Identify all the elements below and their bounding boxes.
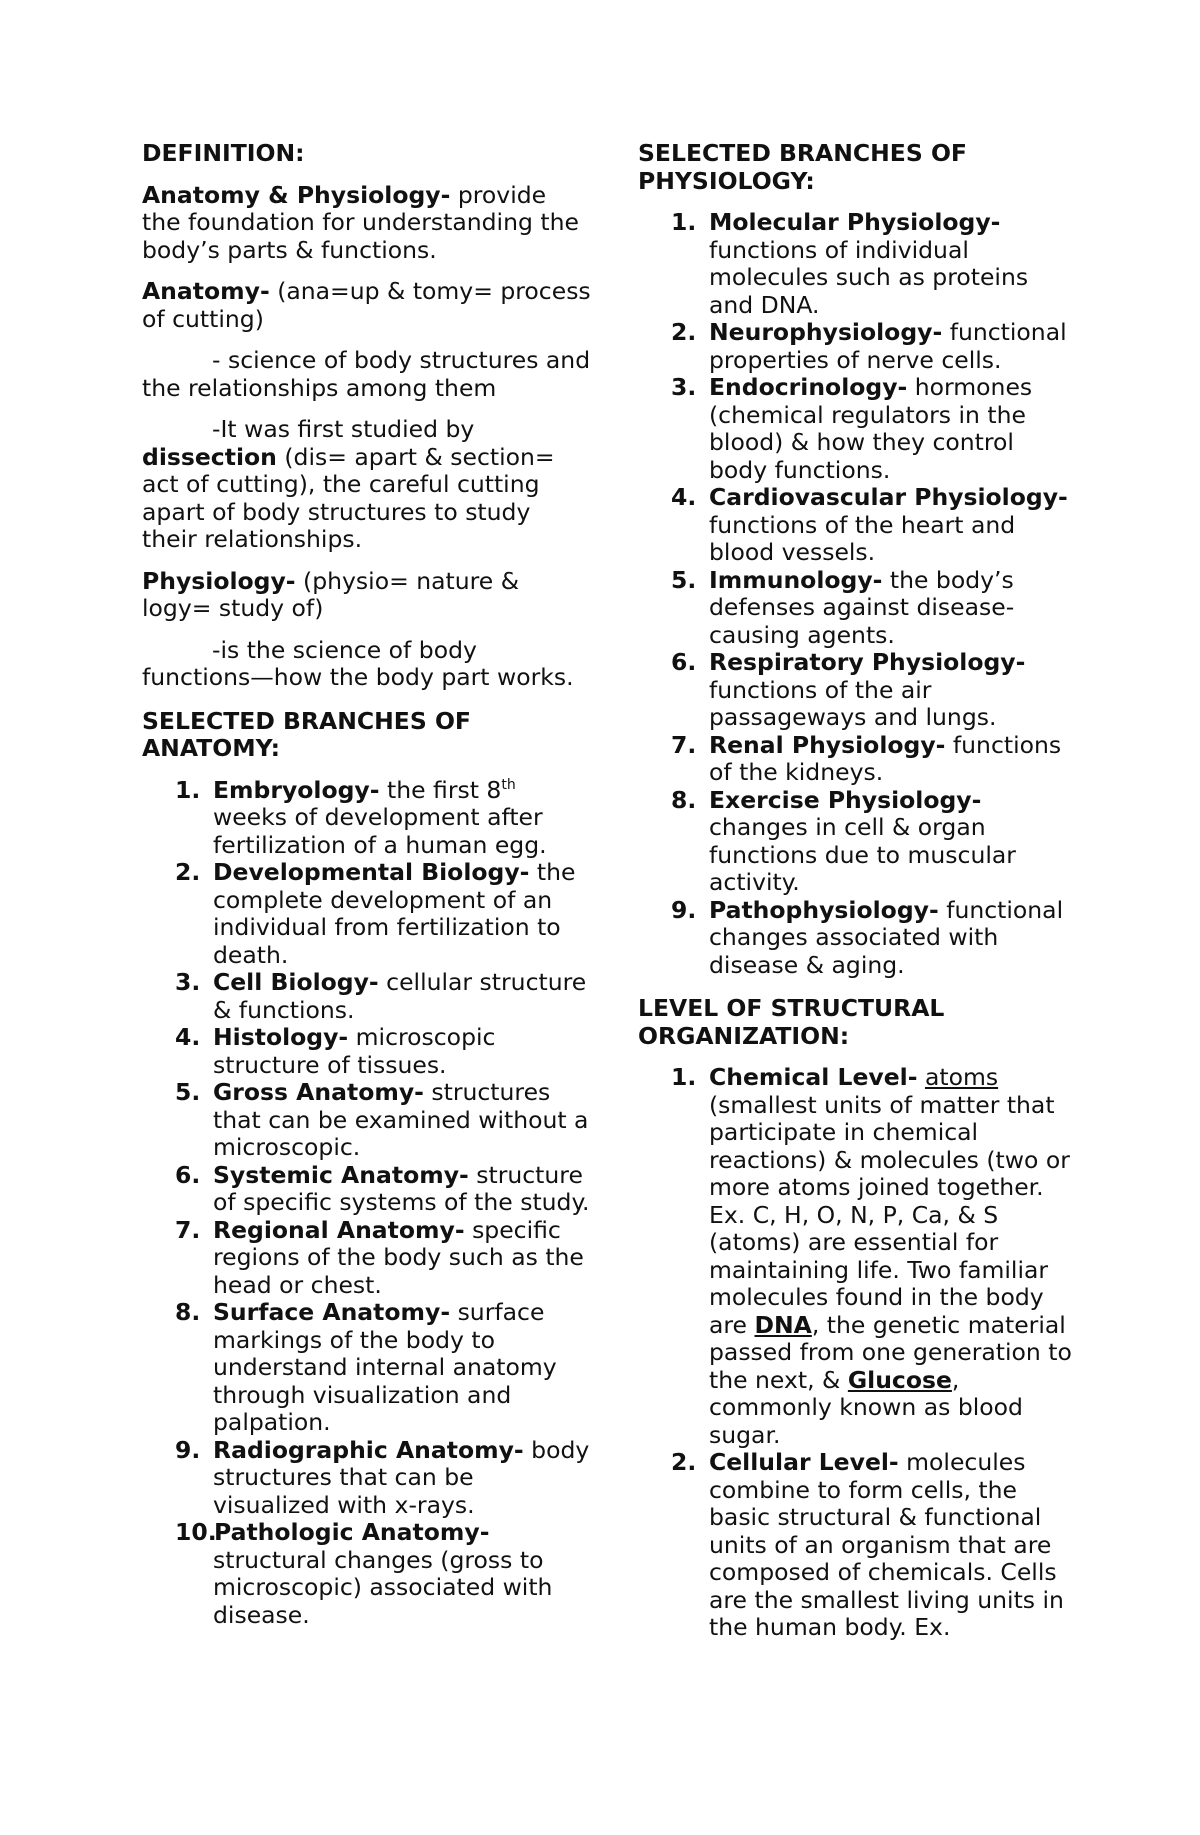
list-number: 3. xyxy=(175,968,201,996)
list-number: 9. xyxy=(175,1435,201,1464)
anatomy-etymology: (ana=up & tomy= process of cutting) xyxy=(142,277,591,333)
left-column xyxy=(142,140,592,1629)
branch-text: cellular structure & functions. xyxy=(213,968,587,1024)
level-text: , commonly known as blood sugar. xyxy=(709,1365,1023,1449)
branch-text: structure of specific systems of the study. xyxy=(213,1160,590,1216)
level-text: (smallest units of matter that participate in chemical reactions) & molecules (two or more atoms joined together. Ex. C, H, O, N, P, Ca, & S (atoms) are essential for maintaining life. Two familiar molecules found in the body are xyxy=(709,1090,1070,1339)
branch-text: functional properties of nerve cells. xyxy=(709,318,1067,374)
list-number: 4. xyxy=(671,483,697,511)
branch-text: functions of the heart and blood vessels. xyxy=(709,510,1016,566)
list-item xyxy=(638,897,1078,980)
anatomy-def-2-pre: -It was first studied by xyxy=(212,415,475,443)
branch-title: Embryology- xyxy=(213,775,380,804)
branch-text: surface markings of the body to understand internal anatomy through visualization and palpation. xyxy=(213,1298,557,1436)
list-item xyxy=(638,732,1078,787)
list-item xyxy=(142,1217,592,1300)
anatomy-branches-list xyxy=(142,777,592,1630)
list-number: 10. xyxy=(175,1518,217,1546)
list-number: 7. xyxy=(175,1215,201,1244)
anatomy-def-1: - science of body structures and the relationships among them xyxy=(142,346,591,402)
physiology-definition xyxy=(142,568,592,623)
branch-title: Endocrinology- xyxy=(709,373,908,401)
list-number: 8. xyxy=(671,785,697,814)
anatomy-term: Anatomy- xyxy=(142,277,270,305)
list-number: 6. xyxy=(671,648,697,676)
list-item xyxy=(638,649,1078,732)
physiology-branches-heading: SELECTED BRANCHES OF PHYSIOLOGY: xyxy=(638,139,967,195)
list-number: 2. xyxy=(175,858,201,886)
physiology-etymology: (physio= nature & logy= study of) xyxy=(142,566,520,622)
list-item xyxy=(638,484,1078,567)
superscript: th xyxy=(501,776,516,793)
list-item xyxy=(638,1064,1078,1449)
list-item xyxy=(638,319,1078,374)
branch-text: structures that can be examined without a microscopic. xyxy=(213,1078,589,1161)
branch-text: hormones (chemical regulators in the blood) & how they control body functions. xyxy=(709,373,1033,484)
anatomy-definition xyxy=(142,278,592,333)
list-item xyxy=(142,1437,592,1520)
definition-heading: DEFINITION: xyxy=(142,139,305,167)
level-title: Chemical Level- xyxy=(709,1063,918,1091)
list-number: 5. xyxy=(175,1078,201,1106)
list-item xyxy=(142,1519,592,1629)
branch-title: Developmental Biology- xyxy=(213,858,530,886)
branch-title: Regional Anatomy- xyxy=(213,1215,465,1244)
list-item xyxy=(142,859,592,969)
level-text: molecules combine to form cells, the basic structural & functional units of an organism that are composed of chemicals. Cells are the smallest living units in the human body. Ex. xyxy=(709,1448,1064,1641)
branch-text: functions of individual molecules such as proteins and DNA. xyxy=(709,235,1029,319)
branch-text: microscopic structure of tissues. xyxy=(213,1023,496,1079)
list-item xyxy=(142,1162,592,1217)
branch-text: functions of the air passageways and lungs. xyxy=(709,675,997,731)
right-column xyxy=(638,140,1078,1642)
list-number: 1. xyxy=(175,775,201,804)
list-number: 3. xyxy=(671,373,697,401)
list-number: 2. xyxy=(671,1448,697,1476)
ap-term: Anatomy & Physiology- xyxy=(142,180,451,209)
dna-term: DNA xyxy=(754,1310,812,1339)
ap-text: provide the foundation for understanding the body’s parts & functions. xyxy=(142,180,579,264)
branch-title: Surface Anatomy- xyxy=(213,1298,451,1326)
branch-text: specific regions of the body such as the head or chest. xyxy=(213,1215,584,1299)
branch-title: Neurophysiology- xyxy=(709,318,943,346)
branch-title: Radiographic Anatomy- xyxy=(213,1435,524,1464)
branch-text: functions of the kidneys. xyxy=(709,730,1062,786)
levels-list xyxy=(638,1064,1078,1642)
branch-text: the body’s defenses against disease-causing agents. xyxy=(709,565,1015,649)
list-item xyxy=(638,567,1078,650)
list-item xyxy=(142,1024,592,1079)
branch-title: Pathophysiology- xyxy=(709,895,939,924)
anatomy-branches-heading: SELECTED BRANCHES OF ANATOMY: xyxy=(142,706,471,762)
list-number: 1. xyxy=(671,1063,697,1091)
list-item xyxy=(638,787,1078,897)
list-number: 5. xyxy=(671,565,697,594)
branch-title: Respiratory Physiology- xyxy=(709,648,1026,676)
list-item xyxy=(142,777,592,860)
branch-text-pre: the first 8 xyxy=(379,775,502,804)
branch-text: structural changes (gross to microscopic) associated with disease. xyxy=(213,1545,553,1629)
branch-title: Gross Anatomy- xyxy=(213,1078,424,1106)
branch-title: Histology- xyxy=(213,1023,349,1051)
branch-title: Cardiovascular Physiology- xyxy=(709,483,1068,511)
physiology-branches-list xyxy=(638,209,1078,979)
levels-heading: LEVEL OF STRUCTURAL ORGANIZATION: xyxy=(638,994,945,1050)
list-number: 6. xyxy=(175,1160,201,1189)
branch-text: body structures that can be visualized with x-rays. xyxy=(213,1435,590,1519)
list-number: 8. xyxy=(175,1298,201,1326)
level-title: Cellular Level- xyxy=(709,1448,899,1476)
branch-text: the complete development of an individual from fertilization to death. xyxy=(213,858,576,969)
branch-title: Cell Biology- xyxy=(213,968,379,996)
branch-title: Renal Physiology- xyxy=(709,730,946,759)
branch-title: Exercise Physiology- xyxy=(709,785,982,814)
physiology-def: -is the science of body functions—how the body part works. xyxy=(142,635,574,691)
branch-text: functional changes associated with disease & aging. xyxy=(709,895,1064,979)
list-item xyxy=(638,1449,1078,1642)
branch-title: Immunology- xyxy=(709,565,883,594)
list-number: 4. xyxy=(175,1023,201,1051)
physiology-term: Physiology- xyxy=(142,566,296,595)
list-item xyxy=(142,1079,592,1162)
level-text: , the genetic material passed from one generation to the next, & xyxy=(709,1310,1072,1394)
branch-title: Molecular Physiology- xyxy=(709,208,1001,236)
list-number: 1. xyxy=(671,208,697,236)
list-number: 7. xyxy=(671,730,697,759)
list-item xyxy=(638,374,1078,484)
list-number: 2. xyxy=(671,318,697,346)
anatomy-def-2-post: (dis= apart & section= act of cutting), the careful cutting apart of body structures to study their relationships. xyxy=(142,442,555,553)
list-item xyxy=(142,969,592,1024)
branch-text: weeks of development after fertilization of a human egg. xyxy=(213,803,547,859)
ap-definition xyxy=(142,182,592,265)
atoms-term: atoms xyxy=(924,1063,999,1091)
list-item xyxy=(142,1299,592,1437)
list-number: 9. xyxy=(671,895,697,924)
dissection-term: dissection xyxy=(142,442,277,471)
branch-title: Pathologic Anatomy- xyxy=(214,1518,490,1546)
branch-title: Systemic Anatomy- xyxy=(213,1160,469,1189)
anatomy-def-2 xyxy=(142,416,592,554)
list-item xyxy=(638,209,1078,319)
glucose-term: Glucose xyxy=(847,1365,952,1394)
branch-text: changes in cell & organ functions due to muscular activity. xyxy=(709,813,1016,896)
